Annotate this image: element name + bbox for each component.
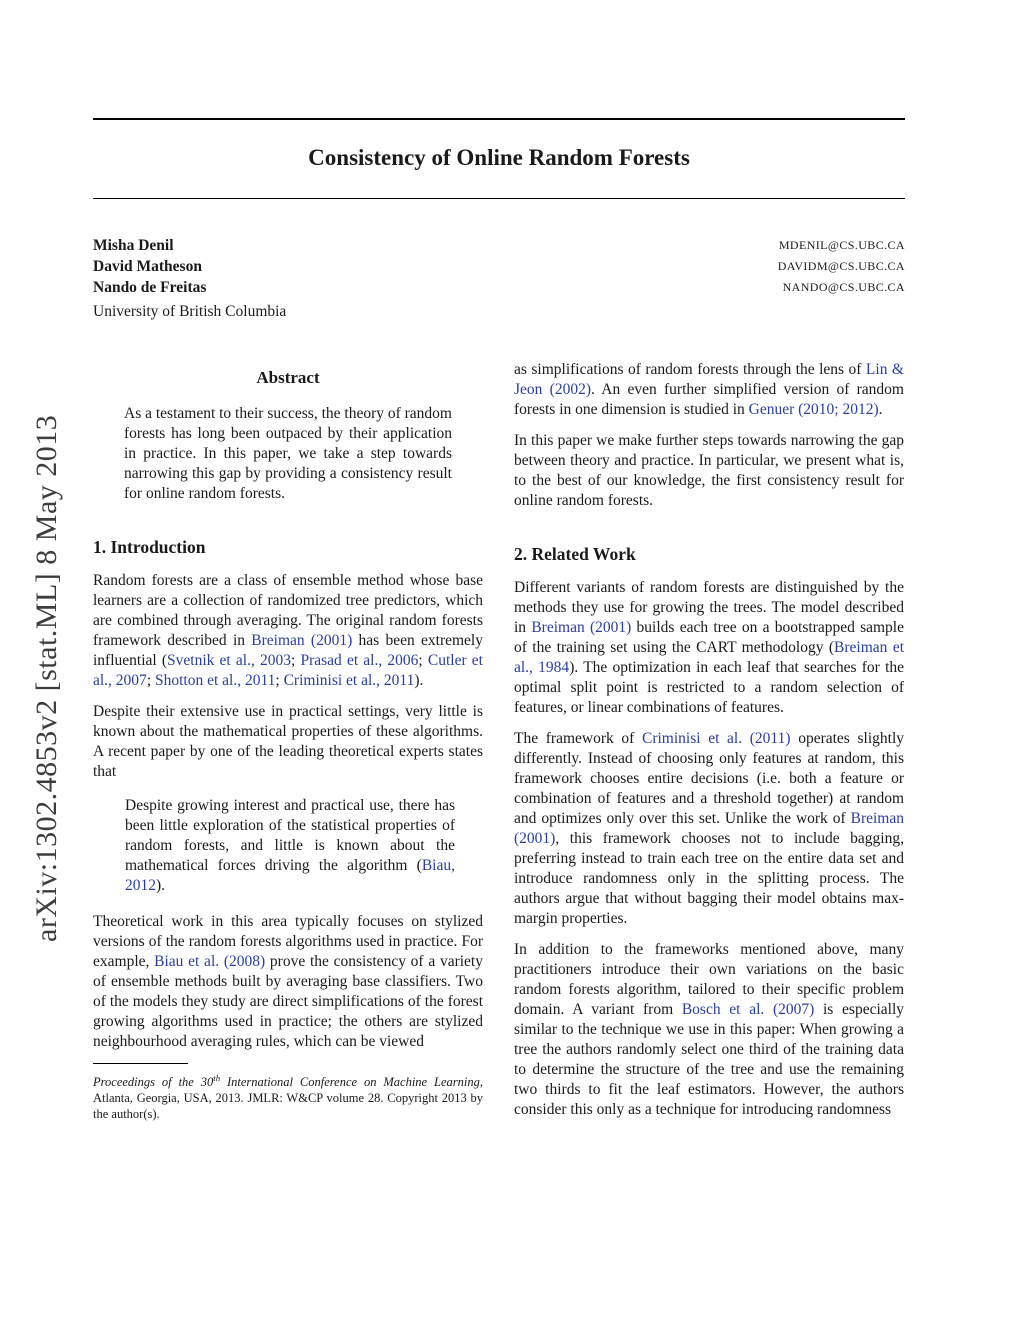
- text-run: prove the consistency of a variety of ensemble methods built by averaging base classifiers. Two of the models they study are direct simplifications of the forest growing algorithms used in practice; the others are stylized neighbourhood averaging rules, which can be viewed: [93, 953, 483, 1050]
- citation-link[interactable]: Criminisi et al., 2011: [283, 672, 415, 689]
- citation-link[interactable]: Breiman (2001): [514, 810, 904, 847]
- text-run: is especially similar to the technique we use in this paper: When growing a tree the authors randomly select one third of the training data to determine the structure of the tree and use the remaining two thirds to fit the leaf estimators. However, the authors consider this only as a technique for introducing randomness: [514, 1001, 904, 1118]
- footnote: [93, 1063, 483, 1122]
- text-run: ).: [414, 672, 424, 689]
- citation-link[interactable]: Breiman et al., 1984: [514, 639, 904, 676]
- text-run: Despite growing interest and practical use, there has been little exploration of the statistical properties of random forests, and little is known about the mathematical forces driving the algorithm (: [125, 797, 455, 874]
- citation-link[interactable]: Shotton et al., 2011: [155, 672, 276, 689]
- citation-link[interactable]: Lin & Jeon (2002): [514, 361, 904, 398]
- section-heading-introduction: 1. Introduction: [93, 537, 206, 557]
- text-run: ). The optimization in each leaf that searches for the optimal split point is restricted to a random selection of features, or linear combinations of features.: [514, 659, 905, 716]
- arxiv-watermark: arXiv:1302.4853v2 [stat.ML] 8 May 2013: [30, 414, 63, 942]
- text-run: operates slightly differently. Instead of choosing only features at random, this framework chooses entire decisions (i.e. both a feature or combination of features and a threshold together) at random and optimizes only over this set. Unlike the work of: [514, 730, 904, 827]
- two-column-body: [93, 360, 905, 1131]
- text-run: As a testament to their success, the theory of random forests has long been outpaced by their application in practice. In this paper, we take a step towards narrowing this gap by providing a consistency result for online random forests.: [124, 405, 452, 502]
- citation-link[interactable]: Biau et al. (2008): [154, 953, 266, 970]
- text-run: as simplifications of random forests through the lens of: [514, 361, 866, 378]
- text-run: Despite their extensive use in practical settings, very little is known about the mathematical properties of these algorithms. A recent paper by one of the leading theoretical experts states that: [93, 703, 483, 780]
- text-run: th: [213, 1073, 221, 1083]
- text-run: Theoretical work in this area typically focuses on stylized versions of the random forests algorithms used in practice. For example,: [93, 913, 483, 970]
- text-run: Random forests are a class of ensemble method whose base learners are a collection of randomized tree predictors, which are combined through averaging. The original random forests framework described in: [93, 572, 483, 649]
- author-names: [93, 235, 286, 322]
- text-run: Proceedings of the 30: [93, 1075, 214, 1090]
- text-run: .: [878, 401, 883, 418]
- author-email-mdenil: MDENIL@CS.UBC.CA: [778, 238, 905, 252]
- citation-link[interactable]: Cutler et al., 2007: [93, 652, 483, 689]
- author-block: [93, 235, 905, 322]
- text-run: International Conference on Machine Learning: [220, 1075, 480, 1090]
- text-run: In addition to the frameworks mentioned above, many practitioners introduce their own variations on the basic random forests algorithm, tailored to their specific problem domain. A variant from: [514, 941, 904, 1018]
- abstract-heading: Abstract: [256, 368, 320, 387]
- citation-link[interactable]: Genuer (2010; 2012): [748, 401, 879, 418]
- citation-link[interactable]: Bosch et al. (2007): [681, 1001, 815, 1018]
- text-run: ;: [275, 672, 284, 689]
- abstract-text: [93, 404, 483, 504]
- text-run: ;: [291, 652, 301, 669]
- text-run: , this framework chooses not to include bagging, preferring instead to train each tree on the entire data set and introduce randomness only in the splitting process. The authors argue that without bagging their model obtains max-margin properties.: [514, 830, 904, 927]
- right-column: [514, 360, 904, 1131]
- citation-link[interactable]: Prasad et al., 2006: [300, 652, 419, 669]
- paragraph: [93, 571, 483, 691]
- paragraph: [514, 729, 904, 929]
- text-run: ).: [156, 877, 166, 894]
- citation-link[interactable]: Breiman (2001): [251, 632, 353, 649]
- citation-link[interactable]: Biau, 2012: [125, 857, 455, 894]
- author-emails: [778, 235, 905, 322]
- author-email-davidm: DAVIDM@CS.UBC.CA: [777, 259, 905, 273]
- affiliation: University of British Columbia: [93, 303, 287, 320]
- paper-title: Consistency of Online Random Forests: [308, 145, 690, 170]
- text-run: Different variants of random forests are distinguished by the methods they use for growing the trees. The model described in: [514, 579, 904, 636]
- citation-link[interactable]: Criminisi et al. (2011): [641, 730, 791, 747]
- paper-content: [93, 0, 905, 1131]
- block-quote: [93, 796, 483, 896]
- text-run: builds each tree on a bootstrapped sample of the training set using the CART methodology (: [514, 619, 904, 656]
- left-column: [93, 360, 483, 1131]
- paragraph: [93, 912, 483, 1052]
- citation-link[interactable]: Svetnik et al., 2003: [167, 652, 291, 669]
- paragraph: [514, 360, 904, 420]
- author-name-david-matheson: David Matheson: [93, 258, 202, 275]
- author-email-nando: NANDO@CS.UBC.CA: [782, 280, 905, 294]
- paragraph: [93, 702, 483, 782]
- author-name-nando-de-freitas: Nando de Freitas: [93, 279, 207, 296]
- paragraph: [514, 578, 904, 718]
- text-run: ;: [146, 672, 155, 689]
- text-run: . An even further simplified version of random forests in one dimension is studied in: [514, 381, 904, 418]
- footnote-text: [93, 1070, 483, 1122]
- paragraph: [514, 431, 904, 511]
- author-name-misha-denil: Misha Denil: [93, 237, 174, 254]
- text-run: ;: [418, 652, 428, 669]
- section-heading-related-work: 2. Related Work: [514, 544, 636, 564]
- header-rule-top: [93, 118, 905, 120]
- text-run: has been extremely influential (: [93, 632, 483, 669]
- text-run: In this paper we make further steps towards narrowing the gap between theory and practice. In particular, we present what is, to the best of our knowledge, the first consistency result for online random forests.: [514, 432, 904, 509]
- citation-link[interactable]: Breiman (2001): [531, 619, 632, 636]
- footnote-rule: [93, 1063, 188, 1064]
- paragraph: [514, 940, 904, 1120]
- text-run: The framework of: [514, 730, 642, 747]
- text-run: , Atlanta, Georgia, USA, 2013. JMLR: W&CP volume 28. Copyright 2013 by the author(s).: [93, 1075, 483, 1122]
- header-rule-bottom: [93, 198, 905, 199]
